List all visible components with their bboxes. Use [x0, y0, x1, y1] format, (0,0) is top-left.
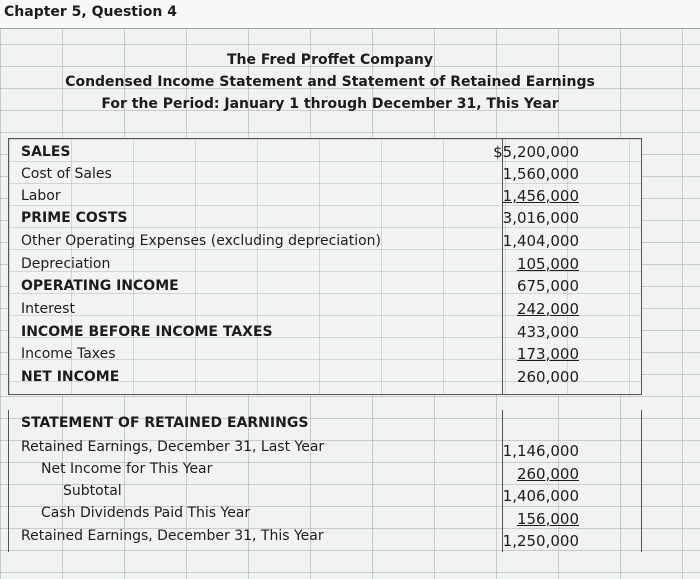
value-sales[interactable]: $5,200,000	[493, 143, 579, 161]
value-cost-of-sales[interactable]: 1,560,000	[502, 165, 579, 183]
label-cost-of-sales[interactable]: Cost of Sales	[21, 166, 112, 182]
chapter-label: Chapter 5, Question 4	[4, 4, 177, 20]
value-other-operating-expenses[interactable]: 1,404,000	[502, 232, 579, 250]
label-other-operating-expenses[interactable]: Other Operating Expenses (excluding depreciation)	[21, 233, 382, 249]
value-operating-income[interactable]: 675,000	[516, 277, 579, 295]
label-labor[interactable]: Labor	[21, 188, 61, 204]
value-subtotal[interactable]: 1,406,000	[502, 487, 579, 505]
company-name: The Fred Proffet Company	[226, 52, 434, 68]
value-cash-dividends[interactable]: 156,000	[516, 510, 579, 528]
label-sales[interactable]: SALES	[21, 144, 71, 160]
value-depreciation[interactable]: 105,000	[516, 255, 579, 273]
value-net-income[interactable]: 260,000	[516, 368, 579, 386]
label-subtotal[interactable]: Subtotal	[63, 483, 122, 499]
value-income-before-taxes[interactable]: 433,000	[516, 323, 579, 341]
retained-earnings-table	[8, 410, 642, 552]
label-prime-costs[interactable]: PRIME COSTS	[21, 210, 128, 226]
value-retained-earnings-this-year[interactable]: 1,250,000	[502, 532, 579, 550]
label-income-taxes[interactable]: Income Taxes	[21, 346, 116, 362]
statement-period: For the Period: January 1 through December 31, This Year	[101, 96, 559, 112]
column-divider	[502, 410, 503, 552]
income-statement-table	[8, 138, 642, 395]
label-net-income-this-year[interactable]: Net Income for This Year	[41, 461, 213, 477]
value-interest[interactable]: 242,000	[516, 300, 579, 318]
value-income-taxes[interactable]: 173,000	[516, 345, 579, 363]
value-retained-earnings-last-year[interactable]: 1,146,000	[502, 442, 579, 460]
label-net-income[interactable]: NET INCOME	[21, 369, 120, 385]
label-depreciation[interactable]: Depreciation	[21, 256, 111, 272]
label-cash-dividends[interactable]: Cash Dividends Paid This Year	[41, 505, 251, 521]
label-retained-earnings-this-year[interactable]: Retained Earnings, December 31, This Year	[21, 528, 324, 544]
retained-earnings-heading[interactable]: STATEMENT OF RETAINED EARNINGS	[21, 415, 309, 431]
label-operating-income[interactable]: OPERATING INCOME	[21, 278, 179, 294]
label-retained-earnings-last-year[interactable]: Retained Earnings, December 31, Last Year	[21, 439, 325, 455]
label-interest[interactable]: Interest	[21, 301, 75, 317]
value-labor[interactable]: 1,456,000	[502, 187, 579, 205]
label-income-before-taxes[interactable]: INCOME BEFORE INCOME TAXES	[21, 324, 273, 340]
statement-title: Condensed Income Statement and Statement of Retained Earnings	[65, 74, 595, 90]
value-prime-costs[interactable]: 3,016,000	[502, 209, 579, 227]
value-net-income-this-year[interactable]: 260,000	[516, 465, 579, 483]
